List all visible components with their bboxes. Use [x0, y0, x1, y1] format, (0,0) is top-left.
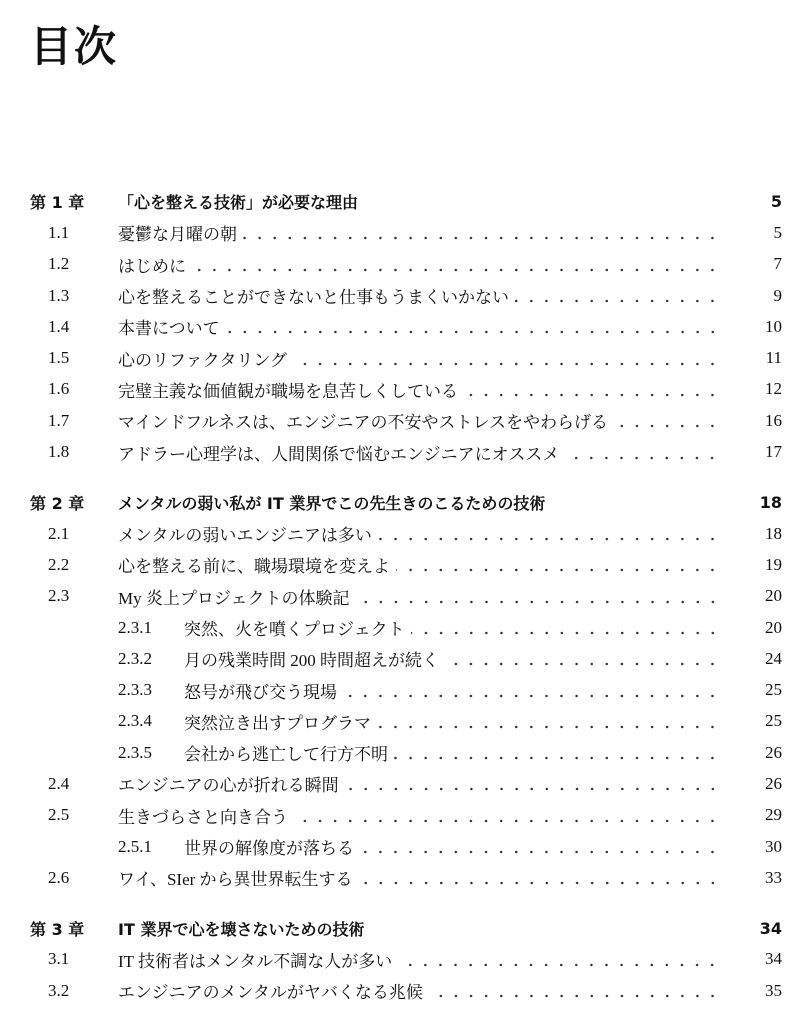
- entry-page-number: 10: [765, 316, 782, 336]
- toc-chapter-entry[interactable]: [0, 186, 800, 217]
- leader-dots: [464, 381, 720, 398]
- entry-page-number: 25: [765, 711, 782, 731]
- toc-section-entry[interactable]: [0, 944, 800, 975]
- leader-dots: [614, 412, 720, 429]
- entry-page-number: 34: [765, 949, 782, 969]
- entry-page-number: 20: [765, 586, 782, 606]
- entry-page-number: 26: [765, 773, 782, 793]
- entry-title: IT 技術者はメンタル不調な人が多い: [118, 951, 393, 971]
- toc-subsection-entry[interactable]: [0, 643, 800, 674]
- entry-number: 2.5.1: [118, 836, 152, 856]
- entry-number: 2.6: [48, 867, 70, 887]
- toc-section-entry[interactable]: [0, 975, 800, 1006]
- leader-dots: [565, 444, 720, 461]
- entry-page-number: 12: [765, 379, 782, 399]
- leader-dots: [359, 869, 720, 886]
- toc-section-entry[interactable]: [0, 549, 800, 580]
- toc-section-entry[interactable]: [0, 405, 800, 436]
- entry-number: 1.8: [48, 442, 70, 462]
- entry-number: 第 1 章: [30, 193, 85, 213]
- entry-number: 2.1: [48, 523, 70, 543]
- toc-chapter-entry[interactable]: [0, 913, 800, 944]
- entry-page-number: 35: [765, 980, 782, 1000]
- entry-number: 1.1: [48, 222, 70, 242]
- leader-dots: [394, 744, 720, 761]
- entry-number: 3.2: [48, 980, 70, 1000]
- leader-dots: [294, 807, 720, 824]
- toc-subsection-entry[interactable]: [0, 674, 800, 705]
- entry-page-number: 19: [765, 554, 782, 574]
- entry-page-number: 7: [773, 254, 782, 274]
- leader-dots: [293, 350, 720, 367]
- leader-dots: [445, 650, 720, 667]
- entry-page-number: 18: [765, 523, 782, 543]
- toc-section-entry[interactable]: [0, 217, 800, 248]
- entry-number: 1.3: [48, 285, 70, 305]
- leader-dots: [377, 713, 720, 730]
- leader-dots: [364, 193, 720, 210]
- page-title: 目次: [30, 22, 119, 71]
- entry-title: はじめに: [118, 256, 186, 276]
- entry-page-number: 18: [759, 492, 782, 512]
- table-of-contents: [0, 186, 800, 1006]
- entry-title: メンタルの弱い私が IT 業界でこの先生きのこるための技術: [118, 493, 546, 513]
- entry-page-number: 9: [773, 285, 782, 305]
- entry-title: 怒号が飛び交う現場: [184, 682, 337, 702]
- entry-number: 1.2: [48, 254, 70, 274]
- entry-title: 生きづらさと向き合う: [118, 807, 288, 827]
- entry-title: 「心を整える技術」が必要な理由: [118, 193, 359, 213]
- toc-section-entry[interactable]: [0, 249, 800, 280]
- entry-page-number: 20: [765, 617, 782, 637]
- entry-title: エンジニアのメンタルがヤバくなる兆候: [118, 983, 423, 1003]
- leader-dots: [343, 682, 720, 699]
- leader-dots: [378, 525, 720, 542]
- entry-title: 心を整えることができないと仕事もうまくいかない: [118, 288, 509, 308]
- entry-number: 2.3.2: [118, 648, 152, 668]
- leader-dots: [192, 256, 720, 273]
- toc-subsection-entry[interactable]: [0, 831, 800, 862]
- toc-section-entry[interactable]: [0, 280, 800, 311]
- leader-dots: [243, 224, 720, 241]
- leader-dots: [398, 951, 720, 968]
- entry-title: 心のリファクタリング: [118, 350, 287, 370]
- entry-page-number: 30: [765, 836, 782, 856]
- entry-page-number: 16: [765, 410, 782, 430]
- toc-section-entry[interactable]: [0, 518, 800, 549]
- toc-section-entry[interactable]: [0, 374, 800, 405]
- entry-title: 突然泣き出すプログラマ: [184, 713, 371, 733]
- leader-dots: [396, 556, 720, 573]
- entry-number: 2.3.3: [118, 680, 152, 700]
- entry-page-number: 26: [765, 742, 782, 762]
- entry-page-number: 11: [765, 348, 782, 368]
- toc-section-entry[interactable]: [0, 800, 800, 831]
- leader-dots: [429, 982, 720, 999]
- entry-number: 第 2 章: [30, 493, 85, 513]
- entry-title: 完璧主義な価値観が職場を息苦しくしている: [118, 381, 458, 401]
- entry-number: 1.6: [48, 379, 70, 399]
- toc-section-entry[interactable]: [0, 581, 800, 612]
- entry-title: エンジニアの心が折れる瞬間: [118, 776, 339, 796]
- toc-section-entry[interactable]: [0, 768, 800, 799]
- leader-dots: [226, 318, 720, 335]
- entry-number: 2.3.1: [118, 617, 152, 637]
- entry-page-number: 5: [773, 222, 782, 242]
- entry-number: 2.3.5: [118, 742, 152, 762]
- entry-page-number: 25: [765, 680, 782, 700]
- entry-number: 第 3 章: [30, 919, 85, 939]
- entry-number: 2.4: [48, 773, 70, 793]
- entry-number: 2.2: [48, 554, 70, 574]
- entry-title: 心を整える前に、職場環境を変えよ: [118, 557, 390, 577]
- entry-number: 2.3.4: [118, 711, 152, 731]
- leader-dots: [360, 838, 720, 855]
- entry-title: ワイ、SIer から異世界転生する: [118, 870, 353, 890]
- toc-subsection-entry[interactable]: [0, 737, 800, 768]
- entry-number: 1.5: [48, 348, 70, 368]
- entry-title: メンタルの弱いエンジニアは多い: [118, 526, 372, 546]
- entry-title: マインドフルネスは、エンジニアの不安やストレスをやわらげる: [118, 413, 609, 433]
- leader-dots: [515, 287, 720, 304]
- entry-title: 本書について: [118, 319, 220, 339]
- entry-title: IT 業界で心を壊さないための技術: [118, 919, 365, 939]
- entry-title: 月の残業時間 200 時間超えが続く: [184, 651, 439, 671]
- toc-section-entry[interactable]: [0, 862, 800, 893]
- leader-dots: [411, 619, 720, 636]
- toc-subsection-entry[interactable]: [0, 612, 800, 643]
- toc-subsection-entry[interactable]: [0, 706, 800, 737]
- leader-dots: [345, 775, 720, 792]
- entry-page-number: 24: [765, 648, 782, 668]
- leader-dots: [356, 588, 720, 605]
- entry-title: 突然、火を噴くプロジェクト: [184, 620, 405, 639]
- entry-title: My 炎上プロジェクトの体験記: [118, 588, 350, 608]
- entry-page-number: 5: [770, 192, 782, 212]
- entry-number: 2.5: [48, 805, 70, 825]
- toc-section-entry[interactable]: [0, 436, 800, 467]
- entry-number: 1.4: [48, 316, 70, 336]
- toc-section-entry[interactable]: [0, 342, 800, 373]
- entry-title: アドラー心理学は、人間関係で悩むエンジニアにオススメ: [118, 444, 560, 464]
- entry-title: 会社から逃亡して行方不明: [184, 745, 388, 765]
- leader-dots: [370, 920, 720, 937]
- toc-section-entry[interactable]: [0, 311, 800, 342]
- entry-title: 憂鬱な月曜の朝: [118, 225, 237, 245]
- entry-number: 1.7: [48, 410, 70, 430]
- toc-chapter-entry[interactable]: [0, 487, 800, 518]
- entry-number: 3.1: [48, 949, 70, 969]
- entry-page-number: 33: [765, 867, 782, 887]
- entry-title: 世界の解像度が落ちる: [184, 839, 354, 859]
- entry-page-number: 17: [765, 442, 782, 462]
- entry-page-number: 29: [765, 805, 782, 825]
- leader-dots: [551, 494, 720, 511]
- entry-number: 2.3: [48, 586, 70, 606]
- entry-page-number: 34: [759, 918, 782, 938]
